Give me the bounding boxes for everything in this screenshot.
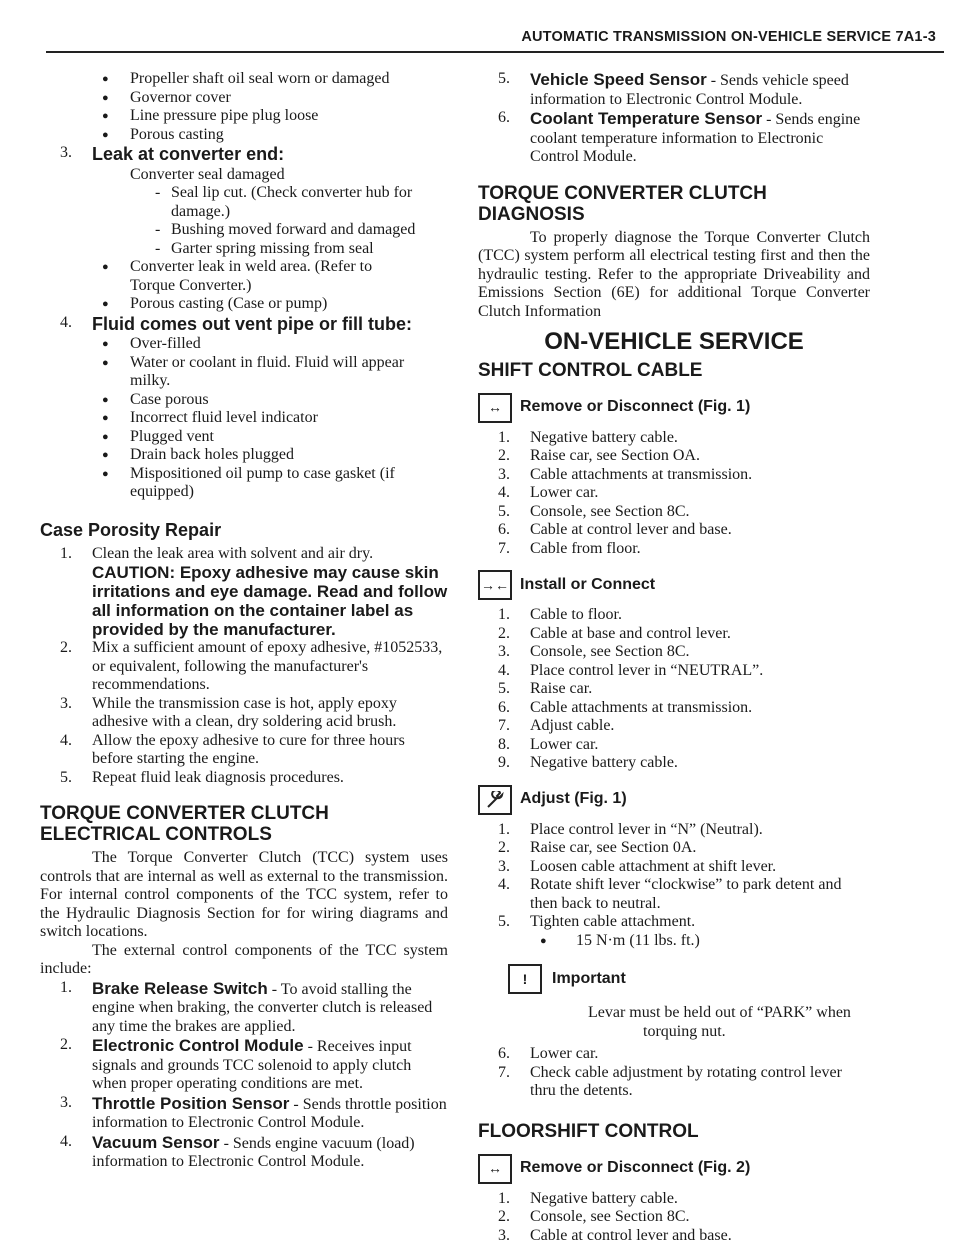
list-item: 6. Lower car. [478, 1045, 870, 1064]
list-item: ● Drain back holes plugged [40, 446, 448, 465]
list-item: 9. Negative battery cable. [478, 754, 870, 773]
item-text: Lower car. [530, 1045, 598, 1062]
list-item: ● Converter leak in weld area. (Refer to [40, 258, 448, 277]
list-item: milky. [40, 372, 448, 391]
item-text: Repeat fluid leak diagnosis procedures. [92, 769, 344, 786]
list-item: 4. Vacuum Sensor - Sends engine vacuum (load) information to Electronic Control Module. [40, 1133, 448, 1172]
important-icon: ! [508, 964, 542, 994]
list-item [40, 314, 448, 336]
item-text: Check cable adjustment by rotating control lever thru the detents. [530, 1064, 842, 1100]
list-item: 1. Negative battery cable. [478, 1190, 870, 1209]
list-item: ● Case porous [40, 391, 448, 410]
item-text: Raise car, see Section OA. [530, 447, 700, 464]
subsection-label: Install or Connect [520, 576, 655, 595]
list-item: 3. While the transmission case is hot, apply epoxy adhesive with a clean, dry soldering acid brush. [40, 695, 448, 732]
list-item: ● Plugged vent [40, 428, 448, 447]
list-item: ● Porous casting (Case or pump) [40, 295, 448, 314]
important-label: Important [552, 970, 626, 989]
section-heading: Case Porosity Repair [40, 520, 448, 541]
item-text: Cable attachments at transmission. [530, 699, 752, 716]
item-text: Negative battery cable. [530, 1190, 678, 1207]
subsection-heading [478, 1154, 870, 1184]
item-title: Leak at converter end: [92, 144, 284, 164]
list-item: 1. Clean the leak area with solvent and air dry. [40, 545, 448, 564]
item-text: Mix a sufficient amount of epoxy adhesive, #1052533, or equivalent, following the manufacturer's recommendations. [92, 639, 442, 693]
list-item: 1. Negative battery cable. [478, 429, 870, 448]
subsection-label: Remove or Disconnect (Fig. 1) [520, 398, 750, 417]
left-column [40, 70, 448, 1172]
list-item: 5. Vehicle Speed Sensor - Sends vehicle speed information to Electronic Control Module. [478, 70, 870, 109]
item-text: Lower car. [530, 736, 598, 753]
list-item: 2. Mix a sufficient amount of epoxy adhesive, #1052533, or equivalent, following the manufacturer's recommendations. [40, 639, 448, 695]
list-item [40, 144, 448, 166]
item-text: Cable attachments at transmission. [530, 466, 752, 483]
list-item: equipped) [40, 483, 448, 502]
list-item: 5. Raise car. [478, 680, 870, 699]
item-text: - Sends engine coolant temperature information to Electronic Control Module. [530, 111, 860, 165]
list-item: 8. Lower car. [478, 736, 870, 755]
item-text: Console, see Section 8C. [530, 643, 690, 660]
subsection-label: Remove or Disconnect (Fig. 2) [520, 1159, 750, 1178]
list-item: ● Porous casting [40, 126, 448, 145]
item-title: Vehicle Speed Sensor [530, 70, 707, 89]
list-item: 5. Repeat fluid leak diagnosis procedures. [40, 769, 448, 788]
list-item: ● Incorrect fluid level indicator [40, 409, 448, 428]
item-title: Throttle Position Sensor [92, 1094, 289, 1113]
list-item: 3. Console, see Section 8C. [478, 643, 870, 662]
list-item: - Bushing moved forward and damaged [40, 221, 448, 240]
item-title: Vacuum Sensor [92, 1133, 220, 1152]
item-title: Coolant Temperature Sensor [530, 109, 762, 128]
list-item: 2. Electronic Control Module - Receives input signals and grounds TCC solenoid to apply clutch when proper operating conditions are met. [40, 1036, 448, 1094]
header-rule [46, 51, 944, 53]
item-text: Raise car. [530, 680, 592, 697]
item-text: Console, see Section 8C. [530, 503, 690, 520]
paragraph: The external control components of the TCC system include: [40, 942, 448, 979]
item-text: Raise car, see Section 0A. [530, 839, 696, 856]
item-text: Place control lever in “NEUTRAL”. [530, 662, 763, 679]
list-item: Converter seal damaged [40, 166, 448, 185]
item-text: Place control lever in “N” (Neutral). [530, 821, 763, 838]
list-item: 2. Cable at base and control lever. [478, 625, 870, 644]
list-item: 7. Check cable adjustment by rotating control lever thru the detents. [478, 1064, 870, 1101]
page-title: ON-VEHICLE SERVICE [478, 333, 870, 352]
list-item: 3. Cable at control lever and base. [478, 1227, 870, 1245]
item-text: Cable at control lever and base. [530, 521, 732, 538]
list-item: 3. Loosen cable attachment at shift lever. [478, 858, 870, 877]
item-text: - Sends throttle position information to Electronic Control Module. [92, 1096, 447, 1132]
list-item: ● Over-filled [40, 335, 448, 354]
list-item: 6. Cable attachments at transmission. [478, 699, 870, 718]
list-item: 1. Place control lever in “N” (Neutral). [478, 821, 870, 840]
item-text: Cable from floor. [530, 540, 641, 557]
item-text: Negative battery cable. [530, 429, 678, 446]
section-heading: FLOORSHIFT CONTROL [478, 1121, 870, 1142]
list-item: 5. Tighten cable attachment. [478, 913, 870, 932]
important-text: Levar must be held out of “PARK” when [478, 1004, 870, 1023]
list-item: 2. Console, see Section 8C. [478, 1208, 870, 1227]
item-number: 4. [60, 314, 72, 333]
list-item: ● Water or coolant in fluid. Fluid will appear [40, 354, 448, 373]
item-text: Cable at base and control lever. [530, 625, 731, 642]
item-text: Rotate shift lever “clockwise” to park detent and then back to neutral. [530, 876, 841, 912]
list-item: ● Governor cover [40, 89, 448, 108]
list-item: - Garter spring missing from seal [40, 240, 448, 259]
subsection-heading [478, 785, 870, 815]
subsection-heading [478, 393, 870, 423]
item-text: Cable at control lever and base. [530, 1227, 732, 1244]
list-item: 4. Allow the epoxy adhesive to cure for three hours before starting the engine. [40, 732, 448, 769]
list-item: 4. Place control lever in “NEUTRAL”. [478, 662, 870, 681]
section-heading: SHIFT CONTROL CABLE [478, 360, 870, 381]
remove-icon: ↔ [478, 1154, 512, 1184]
install-icon: →← [478, 570, 512, 600]
list-item: ● Mispositioned oil pump to case gasket (if [40, 465, 448, 484]
list-item: ● 15 N·m (11 lbs. ft.) [478, 932, 870, 951]
list-item: 7. Cable from floor. [478, 540, 870, 559]
item-text: - To avoid stalling the engine when braking, the converter clutch is released any time the brakes are applied. [92, 981, 432, 1035]
important-text: torquing nut. [478, 1023, 870, 1042]
paragraph: To properly diagnose the Torque Converter Clutch (TCC) system perform all electrical testing first and then the hydraulic testing. Refer to the appropriate Driveability and Emissions Section (6E) for additional Torque Converter Clutch Information [478, 229, 870, 322]
list-item: 3. Cable attachments at transmission. [478, 466, 870, 485]
list-item: - Seal lip cut. (Check converter hub for [40, 184, 448, 203]
item-text: Adjust cable. [530, 717, 614, 734]
item-text: Console, see Section 8C. [530, 1208, 690, 1225]
remove-icon: ↔ [478, 393, 512, 423]
caution-text: CAUTION: Epoxy adhesive may cause skin irritations and eye damage. Read and follow all information on the container label as provided by the manufacturer. [40, 563, 448, 639]
list-item: Torque Converter.) [40, 277, 448, 296]
item-text: Clean the leak area with solvent and air dry. [92, 545, 373, 562]
list-item: 2. Raise car, see Section OA. [478, 447, 870, 466]
item-text: Loosen cable attachment at shift lever. [530, 858, 776, 875]
list-item: 6. Cable at control lever and base. [478, 521, 870, 540]
list-item: ● Propeller shaft oil seal worn or damaged [40, 70, 448, 89]
item-title: Brake Release Switch [92, 979, 268, 998]
list-item: 7. Adjust cable. [478, 717, 870, 736]
list-item: 1. Brake Release Switch - To avoid stalling the engine when braking, the converter clutch is released any time the brakes are applied. [40, 979, 448, 1037]
paragraph: The Torque Converter Clutch (TCC) system uses controls that are internal as well as external to the transmission. For internal control components of the TCC system, refer to the Hydraulic Diagnosis Section for for wiring diagrams and switch locations. [40, 849, 448, 942]
item-text: Cable to floor. [530, 606, 622, 623]
item-text: Lower car. [530, 484, 598, 501]
item-title: Electronic Control Module [92, 1036, 304, 1055]
section-heading: TORQUE CONVERTER CLUTCH DIAGNOSIS [478, 183, 870, 225]
item-text: Tighten cable attachment. [530, 913, 695, 930]
page-header: AUTOMATIC TRANSMISSION ON-VEHICLE SERVICE 7A1-3 [521, 28, 936, 47]
item-text: - Sends engine vacuum (load) information to Electronic Control Module. [92, 1135, 415, 1171]
subsection-heading [478, 570, 870, 600]
item-text: Allow the epoxy adhesive to cure for three hours before starting the engine. [92, 732, 405, 768]
list-item: 1. Cable to floor. [478, 606, 870, 625]
item-text: Negative battery cable. [530, 754, 678, 771]
list-item: 6. Coolant Temperature Sensor - Sends engine coolant temperature information to Electronic Control Module. [478, 109, 870, 167]
list-item: 5. Console, see Section 8C. [478, 503, 870, 522]
section-heading: TORQUE CONVERTER CLUTCH ELECTRICAL CONTROLS [40, 803, 448, 845]
item-text: While the transmission case is hot, apply epoxy adhesive with a clean, dry soldering acid brush. [92, 695, 397, 731]
right-column [478, 70, 870, 1245]
item-title: Fluid comes out vent pipe or fill tube: [92, 314, 412, 334]
list-item: 4. Lower car. [478, 484, 870, 503]
wrench-icon [478, 785, 512, 815]
list-item: 4. Rotate shift lever “clockwise” to park detent and then back to neutral. [478, 876, 870, 913]
item-text: - Receives input signals and grounds TCC solenoid to apply clutch when proper operating conditions are met. [92, 1038, 412, 1092]
list-item: 2. Raise car, see Section 0A. [478, 839, 870, 858]
important-note [508, 964, 870, 994]
item-text: - Sends vehicle speed information to Electronic Control Module. [530, 72, 849, 108]
list-item: 3. Throttle Position Sensor - Sends throttle position information to Electronic Control Module. [40, 1094, 448, 1133]
subsection-label: Adjust (Fig. 1) [520, 790, 627, 809]
list-item: damage.) [40, 203, 448, 222]
item-number: 3. [60, 144, 72, 163]
list-item: ● Line pressure pipe plug loose [40, 107, 448, 126]
